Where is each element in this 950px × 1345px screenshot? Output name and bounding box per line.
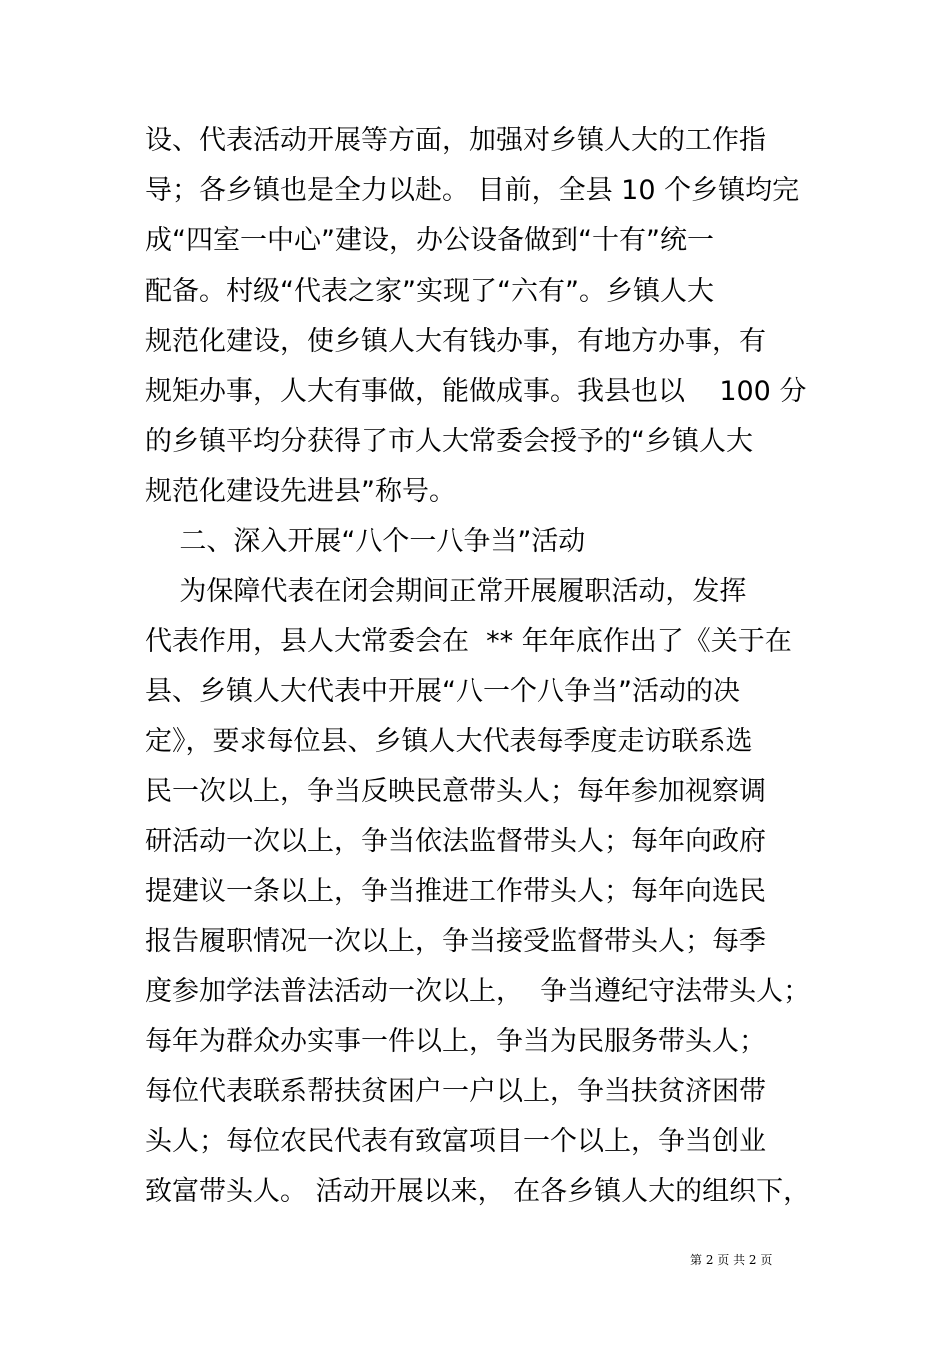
body-text-line: 规矩办事，人大有事做，能做成事。我县也以 100 分	[145, 376, 807, 407]
body-text-line: 的乡镇平均分获得了市人大常委会授予的“乡镇人大	[145, 426, 753, 457]
body-text-line: 成“四室一中心”建设，办公设备做到“十有”统一	[145, 225, 714, 256]
body-text-line: 每年为群众办实事一件以上，争当为民服务带头人；	[145, 1026, 766, 1057]
section-heading: 二、深入开展“八个一八争当”活动	[145, 526, 586, 557]
body-text-line: 致富带头人。 活动开展以来， 在各乡镇人大的组织下，	[145, 1176, 811, 1207]
body-text-line: 县、乡镇人大代表中开展“八一个八争当”活动的决	[145, 676, 740, 707]
body-text-line: 民一次以上，争当反映民意带头人；每年参加视察调	[145, 776, 766, 807]
body-text-line: 头人；每位农民代表有致富项目一个以上，争当创业	[145, 1126, 766, 1157]
body-text-line: 规范化建设先进县”称号。	[145, 476, 456, 507]
body-text-line: 提建议一条以上，争当推进工作带头人；每年向选民	[145, 876, 766, 907]
body-text-line: 每位代表联系帮扶贫困户一户以上，争当扶贫济困带	[145, 1076, 766, 1107]
body-text-line: 设、代表活动开展等方面，加强对乡镇人大的工作指	[145, 125, 766, 156]
body-text-line: 报告履职情况一次以上，争当接受监督带头人；每季	[145, 926, 766, 957]
body-text-line: 度参加学法普法活动一次以上， 争当遵纪守法带头人；	[145, 976, 811, 1007]
body-text-line: 定》，要求每位县、乡镇人大代表每季度走访联系选	[145, 726, 753, 757]
body-text-line: 代表作用，县人大常委会在 ** 年年底作出了《关于在	[145, 626, 792, 657]
body-text-line: 为保障代表在闭会期间正常开展履职活动，发挥	[145, 576, 747, 607]
body-text-line: 规范化建设，使乡镇人大有钱办事，有地方办事，有	[145, 326, 766, 357]
body-text-line: 配备。村级“代表之家”实现了“六有”。乡镇人大	[145, 276, 714, 307]
body-text-line: 导；各乡镇也是全力以赴。 目前，全县 10 个乡镇均完	[145, 175, 800, 206]
body-text-line: 研活动一次以上，争当依法监督带头人；每年向政府	[145, 826, 766, 857]
page-number-footer: 第 2 页 共 2 页	[690, 1253, 773, 1267]
